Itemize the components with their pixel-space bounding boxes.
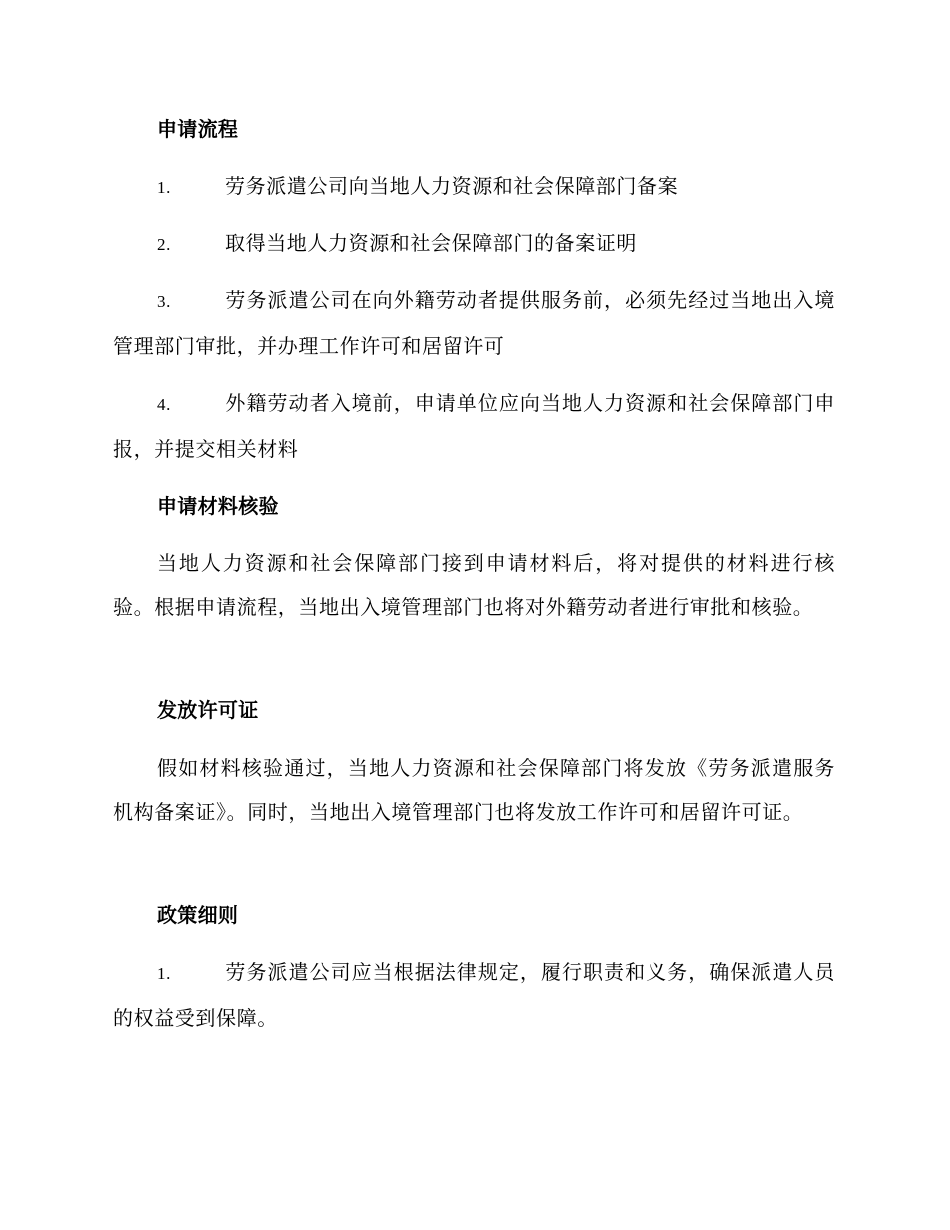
list-number: 1. (157, 964, 171, 983)
list-item-text: 取得当地人力资源和社会保障部门的备案证明 (225, 231, 637, 255)
list-number: 4. (157, 395, 171, 414)
list-item-text: 劳务派遣公司应当根据法律规定，履行职责和义务，确保派遣人员的权益受到保障。 (113, 960, 835, 1030)
list-item-text: 外籍劳动者入境前，申请单位应向当地人力资源和社会保障部门申报，并提交相关材料 (113, 391, 835, 461)
process-item-3 (113, 278, 835, 368)
list-number: 3. (157, 292, 171, 311)
list-number: 1. (157, 178, 171, 197)
policy-item-1 (113, 950, 835, 1040)
section-heading-policy: 政策细则 (157, 903, 239, 927)
verification-paragraph: 当地人力资源和社会保障部门接到申请材料后，将对提供的材料进行核验。根据申请流程，当地出入境管理部门也将对外籍劳动者进行审批和核验。 (113, 551, 835, 619)
list-item-text: 劳务派遣公司向当地人力资源和社会保障部门备案 (225, 174, 679, 198)
process-item-2 (113, 221, 835, 267)
list-number: 2. (157, 235, 171, 254)
process-item-1 (113, 164, 835, 210)
section-heading-permit: 发放许可证 (157, 698, 259, 722)
permit-paragraph: 假如材料核验通过，当地人力资源和社会保障部门将发放《劳务派遣服务机构备案证》。同时，当地出入境管理部门也将发放工作许可和居留许可证。 (113, 756, 835, 824)
process-item-4 (113, 381, 835, 471)
list-item-text: 劳务派遣公司在向外籍劳动者提供服务前，必须先经过当地出入境管理部门审批，并办理工作许可和居留许可 (113, 288, 835, 358)
section-heading-process: 申请流程 (157, 117, 239, 141)
section-heading-verification: 申请材料核验 (157, 494, 279, 518)
